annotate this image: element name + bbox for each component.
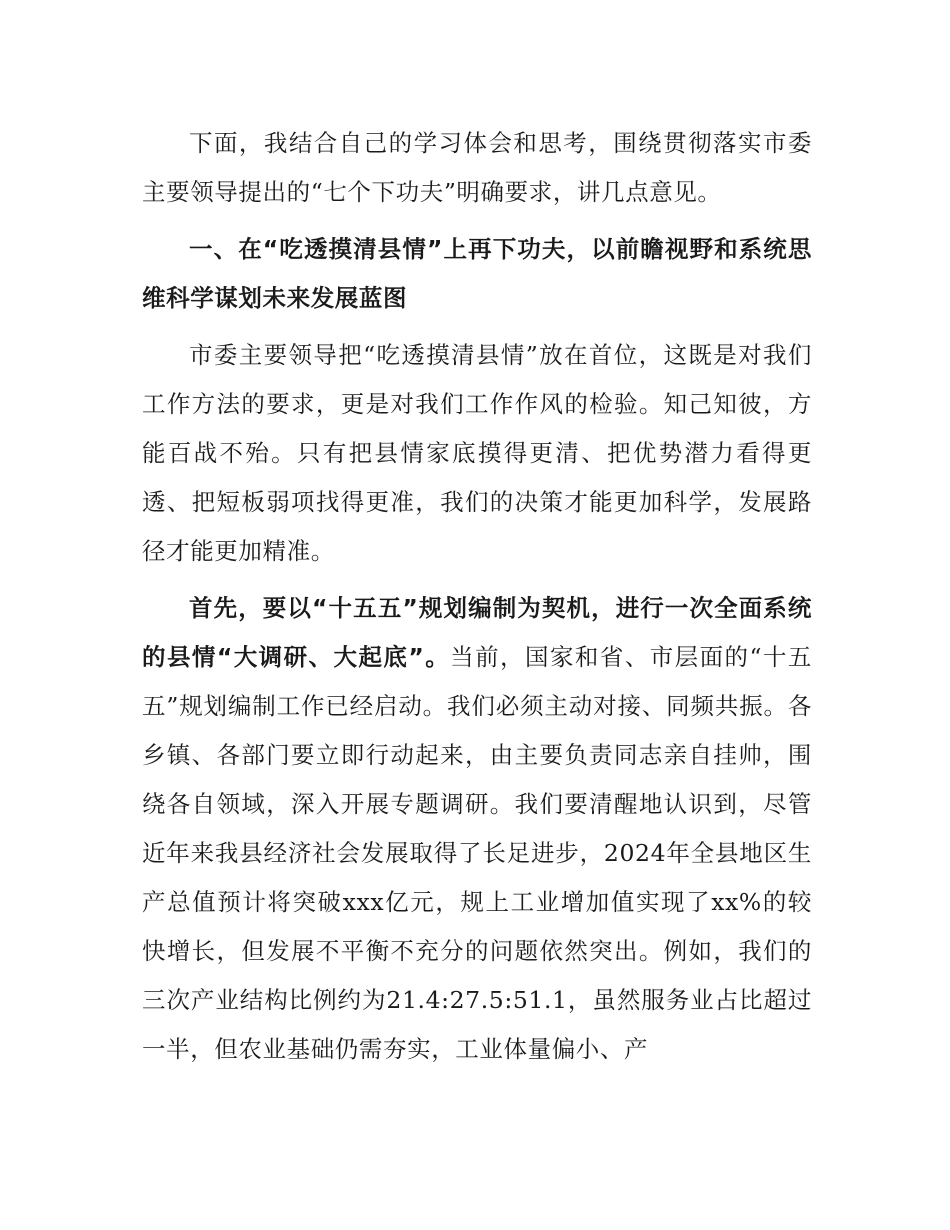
section-1-heading: 一、在“吃透摸清县情”上再下功夫，以前瞻视野和系统思维科学谋划未来发展蓝图	[142, 235, 812, 312]
point-1-body: 当前，国家和省、市层面的“十五五”规划编制工作已经启动。我们必须主动对接、同频共振。各乡镇、各部门要立即行动起来，由主要负责同志亲自挂帅，围绕各自领域，深入开展专题调研。我们要清醒地认识到，尽管近年来我县经济社会发展取得了长足进步，2024年全县地区生产总值预计将突破xxx亿元，规上工业增加值实现了xx%的较快增长，但发展不平衡不充分的问题依然突出。例如，我们的三次产业结构比例约为21.4:27.5:51.1，虽然服务业占比超过一半，但农业基础仍需夯实，工业体量偏小、产	[142, 643, 812, 1063]
point-1-paragraph	[142, 584, 812, 1074]
intro-paragraph: 下面，我结合自己的学习体会和思考，围绕贯彻落实市委主要领导提出的“七个下功夫”明确要求，讲几点意见。	[142, 129, 812, 206]
section-1-paragraph: 市委主要领导把“吃透摸清县情”放在首位，这既是对我们工作方法的要求，更是对我们工作作风的检验。知己知彼，方能百战不殆。只有把县情家底摸得更清、把优势潜力看得更透、把短板弱项找得更准，我们的决策才能更加科学，发展路径才能更加精准。	[142, 341, 812, 565]
point-1-lead: 首先，要以“十五五”规划编制为契机，进行一次全面系统的县情“大调研、大起底”。	[142, 594, 812, 671]
document-page	[142, 119, 812, 1074]
